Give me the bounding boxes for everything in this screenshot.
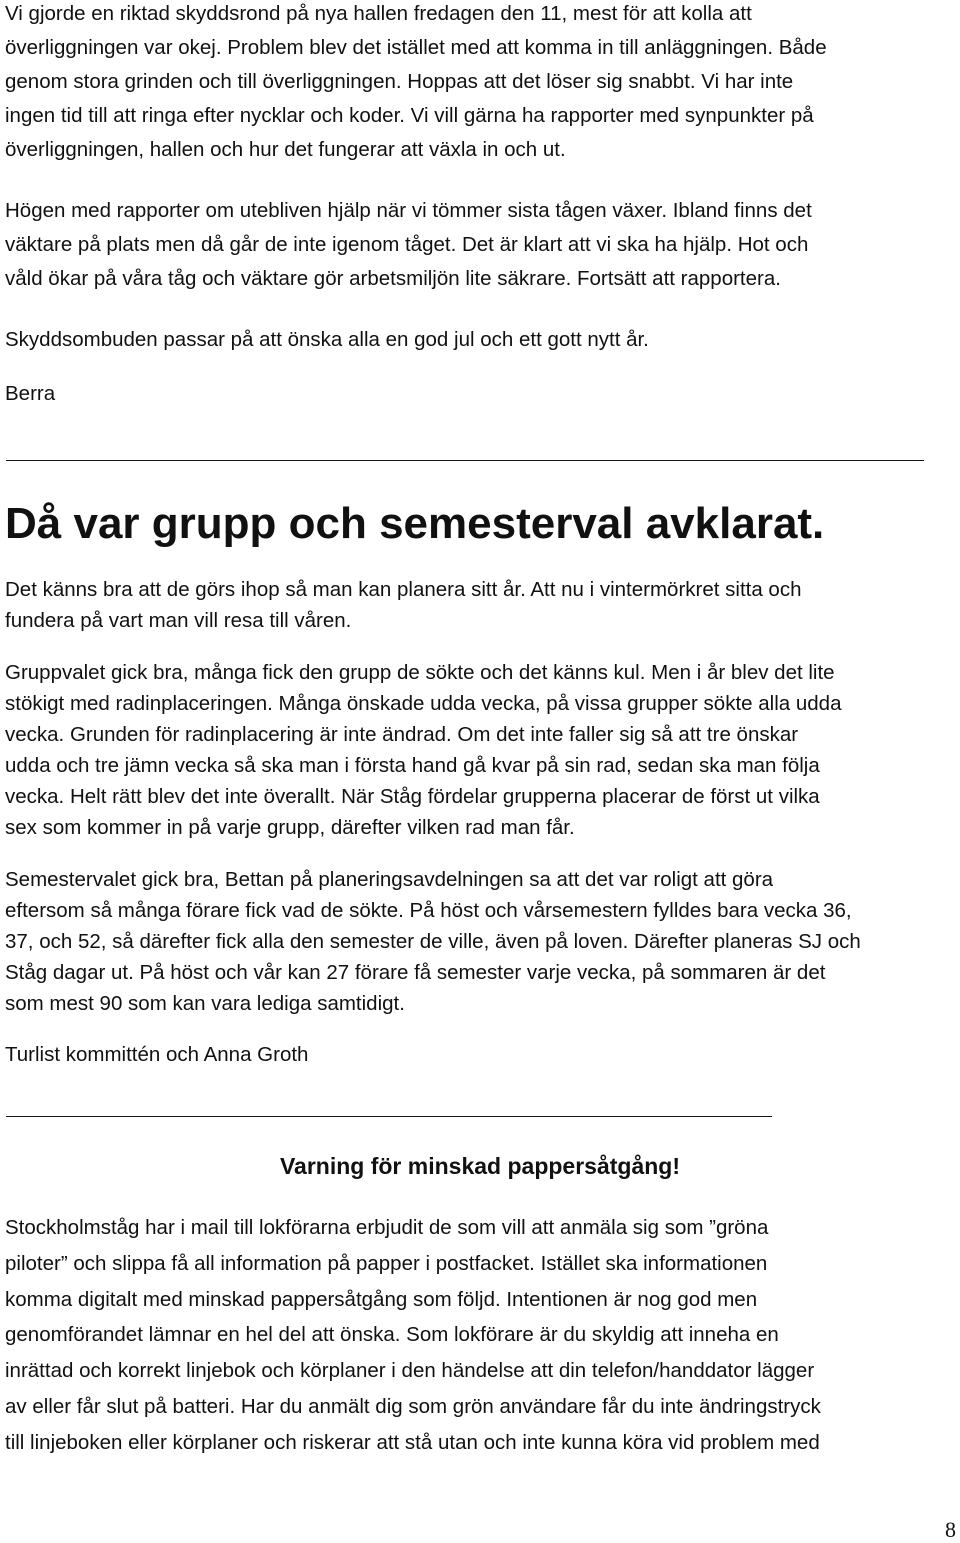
text-line: piloter” och slippa få all information på papper i postfacket. Istället ska informationen xyxy=(5,1251,768,1275)
text-line: Gruppvalet gick bra, många fick den grupp de sökte och det känns kul. Men i år blev det lite xyxy=(5,661,835,684)
text-line: till linjeboken eller körplaner och riskerar att stå utan och inte kunna köra vid problem med xyxy=(5,1430,820,1454)
text-line: Vi gjorde en riktad skyddsrond på nya hallen fredagen den 11, mest för att kolla att xyxy=(5,2,752,25)
heading-semester: Då var grupp och semesterval avklarat. xyxy=(5,499,825,548)
heading-paper-warning: Varning för minskad pappersåtgång! xyxy=(279,1153,681,1179)
text-line: sex som kommer in på varje grupp, därefter vilken rad man får. xyxy=(5,816,575,839)
text-line: ingen tid till att ringa efter nycklar och koder. Vi vill gärna ha rapporter med synpunkter på xyxy=(5,104,814,127)
text-line: vecka. Helt rätt blev det inte överallt. När Ståg fördelar grupperna placerar de först ut vilka xyxy=(5,785,820,808)
paragraph-hall-inspection xyxy=(5,0,955,167)
text-line: stökigt med radinplaceringen. Många önskade udda vecka, på vissa grupper sökte alla udda xyxy=(5,692,842,715)
text-line: komma digitalt med minskad pappersåtgång som följd. Intentionen är nog god men xyxy=(5,1287,758,1311)
text-line: som mest 90 som kan vara lediga samtidigt. xyxy=(5,992,405,1015)
section-divider xyxy=(6,1116,772,1117)
paragraph-planning xyxy=(5,574,955,636)
text-line: Ståg dagar ut. På höst och vår kan 27 förare få semester varje vecka, på sommaren är det xyxy=(5,961,826,984)
text-line: fundera på vart man vill resa till våren. xyxy=(5,609,352,632)
text-line: Det känns bra att de görs ihop så man kan planera sitt år. Att nu i vintermörkret sitta och xyxy=(5,578,802,601)
text-line: 37, och 52, så därefter fick alla den semester de ville, även på loven. Därefter planeras SJ och xyxy=(5,930,861,953)
signature-turlist xyxy=(5,1038,955,1072)
page-number: 8 xyxy=(945,1517,956,1542)
text-line: Turlist kommittén och Anna Groth xyxy=(5,1043,309,1066)
paragraph-green-pilots xyxy=(5,1210,955,1461)
paragraph-guard-reports xyxy=(5,194,955,296)
paragraph-vacation-selection xyxy=(5,864,955,1019)
text-line: inrättad och korrekt linjebok och körplaner i den händelse att din telefon/handdator lägger xyxy=(5,1359,815,1383)
text-line: väktare på plats men då går de inte igenom tåget. Det är klart att vi ska ha hjälp. Hot och xyxy=(5,233,809,256)
text-line: udda och tre jämn vecka så ska man i första hand gå kvar på sin rad, sedan ska man följa xyxy=(5,754,820,777)
text-line: Semestervalet gick bra, Bettan på planeringsavdelningen sa att det var roligt att göra xyxy=(5,868,774,891)
text-line: av eller får slut på batteri. Har du anmält dig som grön användare får du inte ändringstryck xyxy=(5,1394,821,1418)
paragraph-group-selection xyxy=(5,657,955,843)
text-line: genom stora grinden och till överliggningen. Hoppas att det löser sig snabbt. Vi har inte xyxy=(5,70,794,93)
text-line: överliggningen, hallen och hur det fungerar att växla in och ut. xyxy=(5,138,566,161)
text-line: Stockholmståg har i mail till lokförarna erbjudit de som vill att anmäla sig som ”gröna xyxy=(5,1216,769,1239)
text-line: vecka. Grunden för radinplacering är inte ändrad. Om det inte faller sig så att tre önskar xyxy=(5,723,799,746)
text-line: Berra xyxy=(5,382,56,405)
signature-berra xyxy=(5,377,955,411)
section-divider xyxy=(6,460,924,461)
text-line: genomförandet lämnar en hel del att önska. Som lokförare är du skyldig att inneha en xyxy=(5,1323,779,1347)
text-line: överliggningen var okej. Problem blev det istället med att komma in till anläggningen. Både xyxy=(5,36,827,59)
text-line: eftersom så många förare fick vad de sökte. På höst och vårsemestern fylldes bara vecka 36, xyxy=(5,899,852,922)
text-line: våld ökar på våra tåg och väktare gör arbetsmiljön lite säkrare. Fortsätt att rapportera. xyxy=(5,267,781,290)
greeting-text xyxy=(5,323,955,357)
text-line: Skyddsombuden passar på att önska alla en god jul och ett gott nytt år. xyxy=(5,328,649,351)
text-line: Högen med rapporter om utebliven hjälp när vi tömmer sista tågen växer. Ibland finns det xyxy=(5,199,812,222)
